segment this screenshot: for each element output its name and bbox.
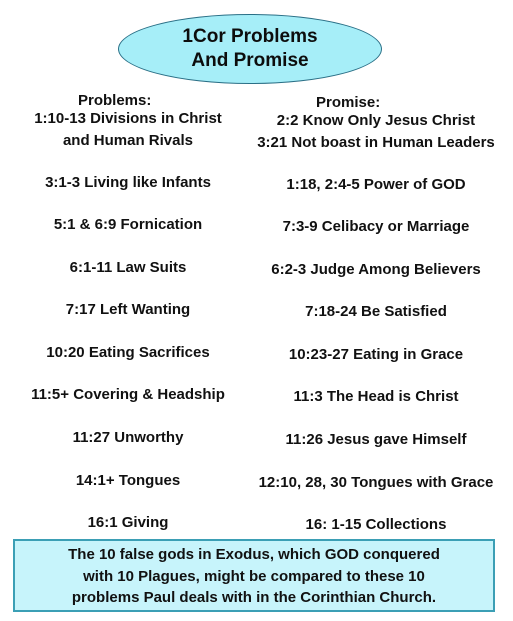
title-line-2: And Promise — [191, 50, 309, 71]
footer-line-3: problems Paul deals with in the Corinthian Church. — [71, 589, 437, 606]
promise-3: 7:3-9 Celibacy or Marriage — [282, 218, 470, 235]
promise-1-line-1: 2:2 Know Only Jesus Christ — [276, 112, 476, 129]
promise-8: 11:26 Jesus gave Himself — [285, 431, 467, 448]
problem-1-line-2: and Human Rivals — [62, 132, 194, 149]
problem-9: 14:1+ Tongues — [75, 472, 181, 489]
problem-7: 11:5+ Covering & Headship — [31, 386, 225, 403]
title-line-1: 1Cor Problems — [182, 26, 318, 47]
promise-9: 12:10, 28, 30 Tongues with Grace — [258, 474, 494, 491]
problem-1-line-1: 1:10-13 Divisions in Christ — [34, 110, 222, 127]
problem-8: 11:27 Unworthy — [72, 429, 184, 446]
promise-5: 7:18-24 Be Satisfied — [305, 303, 447, 320]
footer-line-1: The 10 false gods in Exodus, which GOD conquered — [68, 546, 440, 563]
problem-2: 3:1-3 Living like Infants — [45, 174, 211, 191]
title-oval — [118, 14, 382, 84]
problem-4: 6:1-11 Law Suits — [69, 259, 187, 276]
problem-10: 16:1 Giving — [87, 514, 169, 531]
promise-header: Promise: — [316, 94, 381, 111]
problem-3: 5:1 & 6:9 Fornication — [53, 216, 203, 233]
footer-line-2: with 10 Plagues, might be compared to these 10 — [83, 567, 425, 585]
footer-note-box — [13, 539, 495, 612]
promise-1-line-2: 3:21 Not boast in Human Leaders — [257, 134, 495, 151]
promise-10: 16: 1-15 Collections — [305, 516, 447, 533]
problem-6: 10:20 Eating Sacrifices — [46, 344, 210, 361]
promise-4: 6:2-3 Judge Among Believers — [271, 261, 481, 278]
promise-6: 10:23-27 Eating in Grace — [288, 346, 464, 363]
promise-2: 1:18, 2:4-5 Power of GOD — [286, 176, 466, 193]
promise-7: 11:3 The Head is Christ — [293, 388, 459, 405]
problems-header: Problems: — [78, 92, 152, 109]
problem-5: 7:17 Left Wanting — [65, 301, 191, 318]
